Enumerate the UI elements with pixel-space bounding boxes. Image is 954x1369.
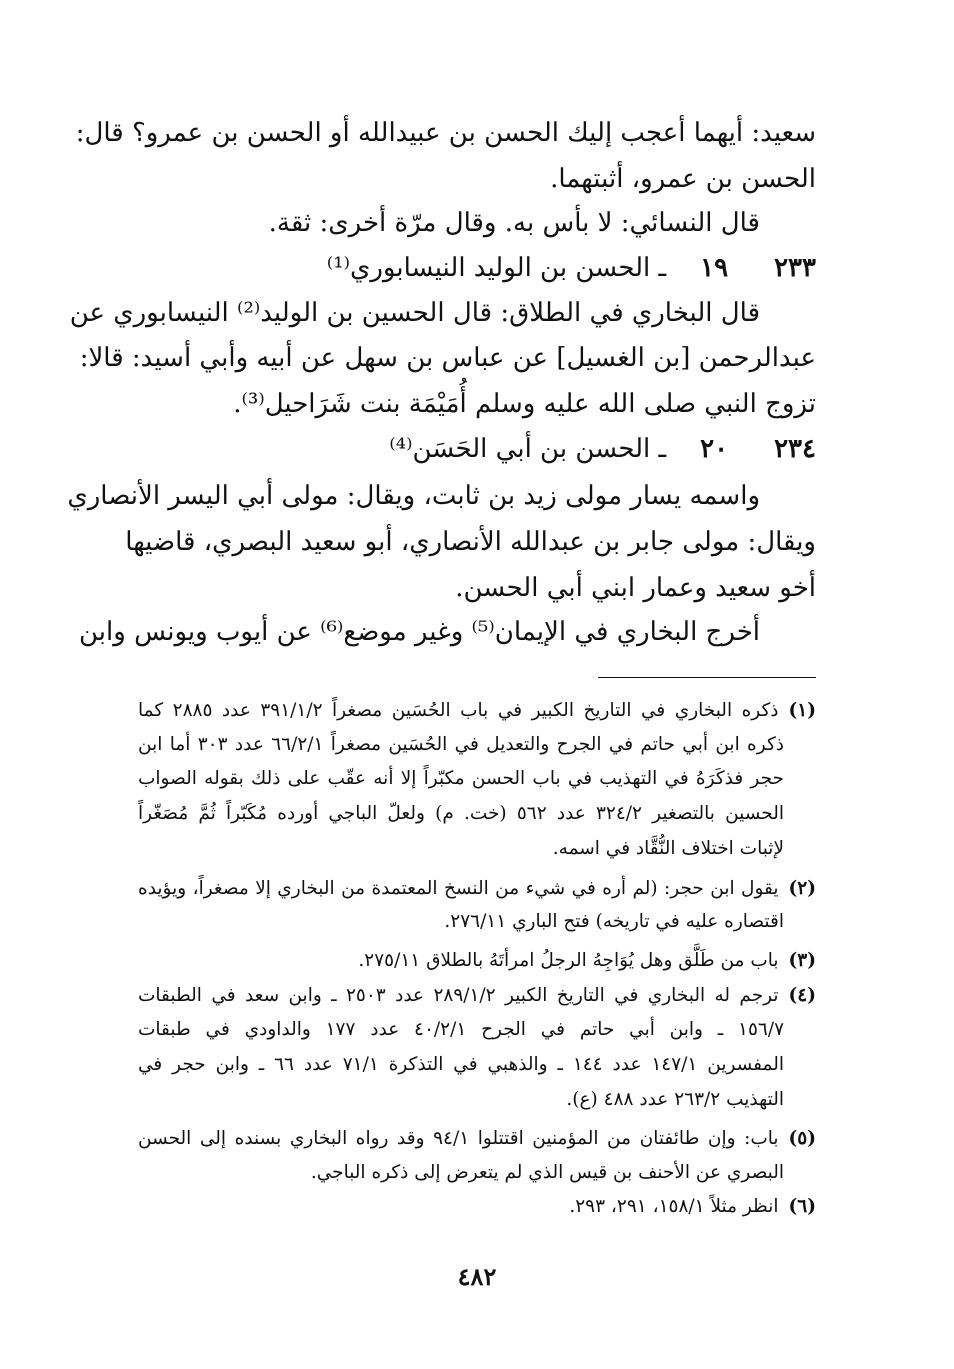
footnote-4 — [138, 985, 816, 1006]
footnote-text: ترجم له البخاري في التاريخ الكبير ٢٨٩/١/٢ عدد ٢٥٠٣ ـ وابن سعد في الطبقات — [138, 985, 779, 1006]
body-line: تزوج النبي صلى الله عليه وسلم أُمَيْمَة بنت شَرَاحيل⁽³⁾. — [233, 389, 816, 419]
footnote-line: التهذيب ٢٦٣/٢ عدد ٤٨٨ (ع). — [566, 1089, 784, 1110]
body-line: أخو سعيد وعمار ابني أبي الحسن. — [455, 573, 816, 603]
footnote-text: يقول ابن حجر: (لم أره في شيء من النسخ المعتمدة من البخاري إلا مصغراً، ويؤيده — [138, 878, 779, 899]
entry-seq: ٢٠ — [700, 434, 729, 464]
footnote-marker: (٢) — [788, 878, 816, 899]
body-line: عبدالرحمن [بن الغسيل] عن عباس بن سهل عن أبيه وأبي أسيد: قالا: — [79, 343, 816, 373]
footnote-1 — [138, 700, 816, 721]
footnote-text: باب من طَلَّق وهل يُوَاجِهُ الرجلُ امرأتَهُ بالطلاق ٢٧٥/١١. — [358, 950, 779, 971]
page-number: ٤٨٢ — [457, 1262, 497, 1291]
footnote-line: حجر فذكَرَهُ في التهذيب في باب الحسن مكبّراً إلا أنه عقّب على ذلك بقوله الصواب — [138, 768, 784, 789]
footnote-marker: (٦) — [788, 1196, 816, 1217]
body-line: قال النسائي: لا بأس به. وقال مرّة أخرى: ثقة. — [268, 208, 760, 238]
body-line: ويقال: مولى جابر بن عبدالله الأنصاري، أبو سعيد البصري، قاضيها — [125, 527, 816, 557]
footnote-marker: (١) — [788, 700, 816, 721]
entry-heading — [138, 253, 816, 283]
footnote-text: ذكره البخاري في التاريخ الكبير في باب الحُسَين مصغراً ٣٩١/١/٢ عدد ٢٨٨٥ كما — [138, 700, 779, 721]
entry-title: ـ الحسن بن الوليد النيسابوري⁽¹⁾ — [326, 253, 667, 283]
body-line: الحسن بن عمرو، أثبتهما. — [550, 164, 816, 194]
entry-number: ٢٣٣ — [774, 253, 816, 283]
footnote-6 — [138, 1196, 816, 1217]
footnote-line: لإثبات اختلاف النُّقَّاد في اسمه. — [552, 838, 784, 859]
footnote-text: باب: وإن طائفتان من المؤمنين اقتتلوا ٩٤/١ وقد رواه البخاري بسنده إلى الحسن — [138, 1128, 779, 1149]
body-line: واسمه يسار مولى زيد بن ثابت، ويقال: مولى أبي اليسر الأنصاري — [67, 481, 760, 511]
footnote-line: اقتصاره عليه في تاريخه) فتح الباري ٢٧٦/١١. — [444, 911, 784, 932]
footnote-line: ١٥٦/٧ ـ وابن أبي حاتم في الجرح ٤٠/٢/١ عدد ١٧٧ والداودي في طبقات — [138, 1019, 785, 1040]
footnote-marker: (٣) — [788, 950, 816, 971]
entry-seq: ١٩ — [700, 253, 729, 283]
footnote-3 — [138, 950, 816, 971]
footnote-marker: (٤) — [788, 985, 816, 1006]
footnote-line: ذكره ابن أبي حاتم في الجرح والتعديل في الحُسَين مصغراً ٦٦/٢/١ عدد ٣٠٣ أما ابن — [138, 734, 785, 755]
footnote-line: البصري عن الأحنف بن قيس الذي لم يتعرض إلى ذكره الباجي. — [310, 1162, 784, 1183]
footnote-5 — [138, 1128, 816, 1149]
footnote-2 — [138, 878, 816, 899]
entry-title: ـ الحسن بن أبي الحَسَن⁽⁴⁾ — [389, 434, 667, 464]
footnote-text: انظر مثلاً ١٥٨/١، ٢٩١، ٢٩٣. — [569, 1196, 779, 1217]
body-line: سعيد: أيهما أعجب إليك الحسن بن عبيدالله أو الحسن بن عمرو؟ قال: — [75, 118, 816, 148]
entry-heading — [138, 434, 816, 464]
entry-number: ٢٣٤ — [774, 434, 816, 464]
footnote-line: الحسين بالتصغير ٣٢٤/٢ عدد ٥٦٢ (خت. م) ولعلّ الباجي أورده مُكَبّراً ثُمَّ مُصَغّراً — [138, 803, 784, 824]
footnote-line: المفسرين ١٤٧/١ عدد ١٤٤ ـ والذهبي في التذكرة ٧١/١ عدد ٦٦ ـ وابن حجر في — [138, 1054, 785, 1075]
body-line: قال البخاري في الطلاق: قال الحسين بن الوليد⁽²⁾ النيسابوري عن — [69, 298, 760, 328]
footnote-marker: (٥) — [788, 1128, 816, 1149]
footnote-separator — [598, 677, 816, 678]
body-line: أخرج البخاري في الإيمان⁽⁵⁾ وغير موضع⁽⁶⁾ عن أيوب ويونس وابن — [79, 617, 760, 647]
